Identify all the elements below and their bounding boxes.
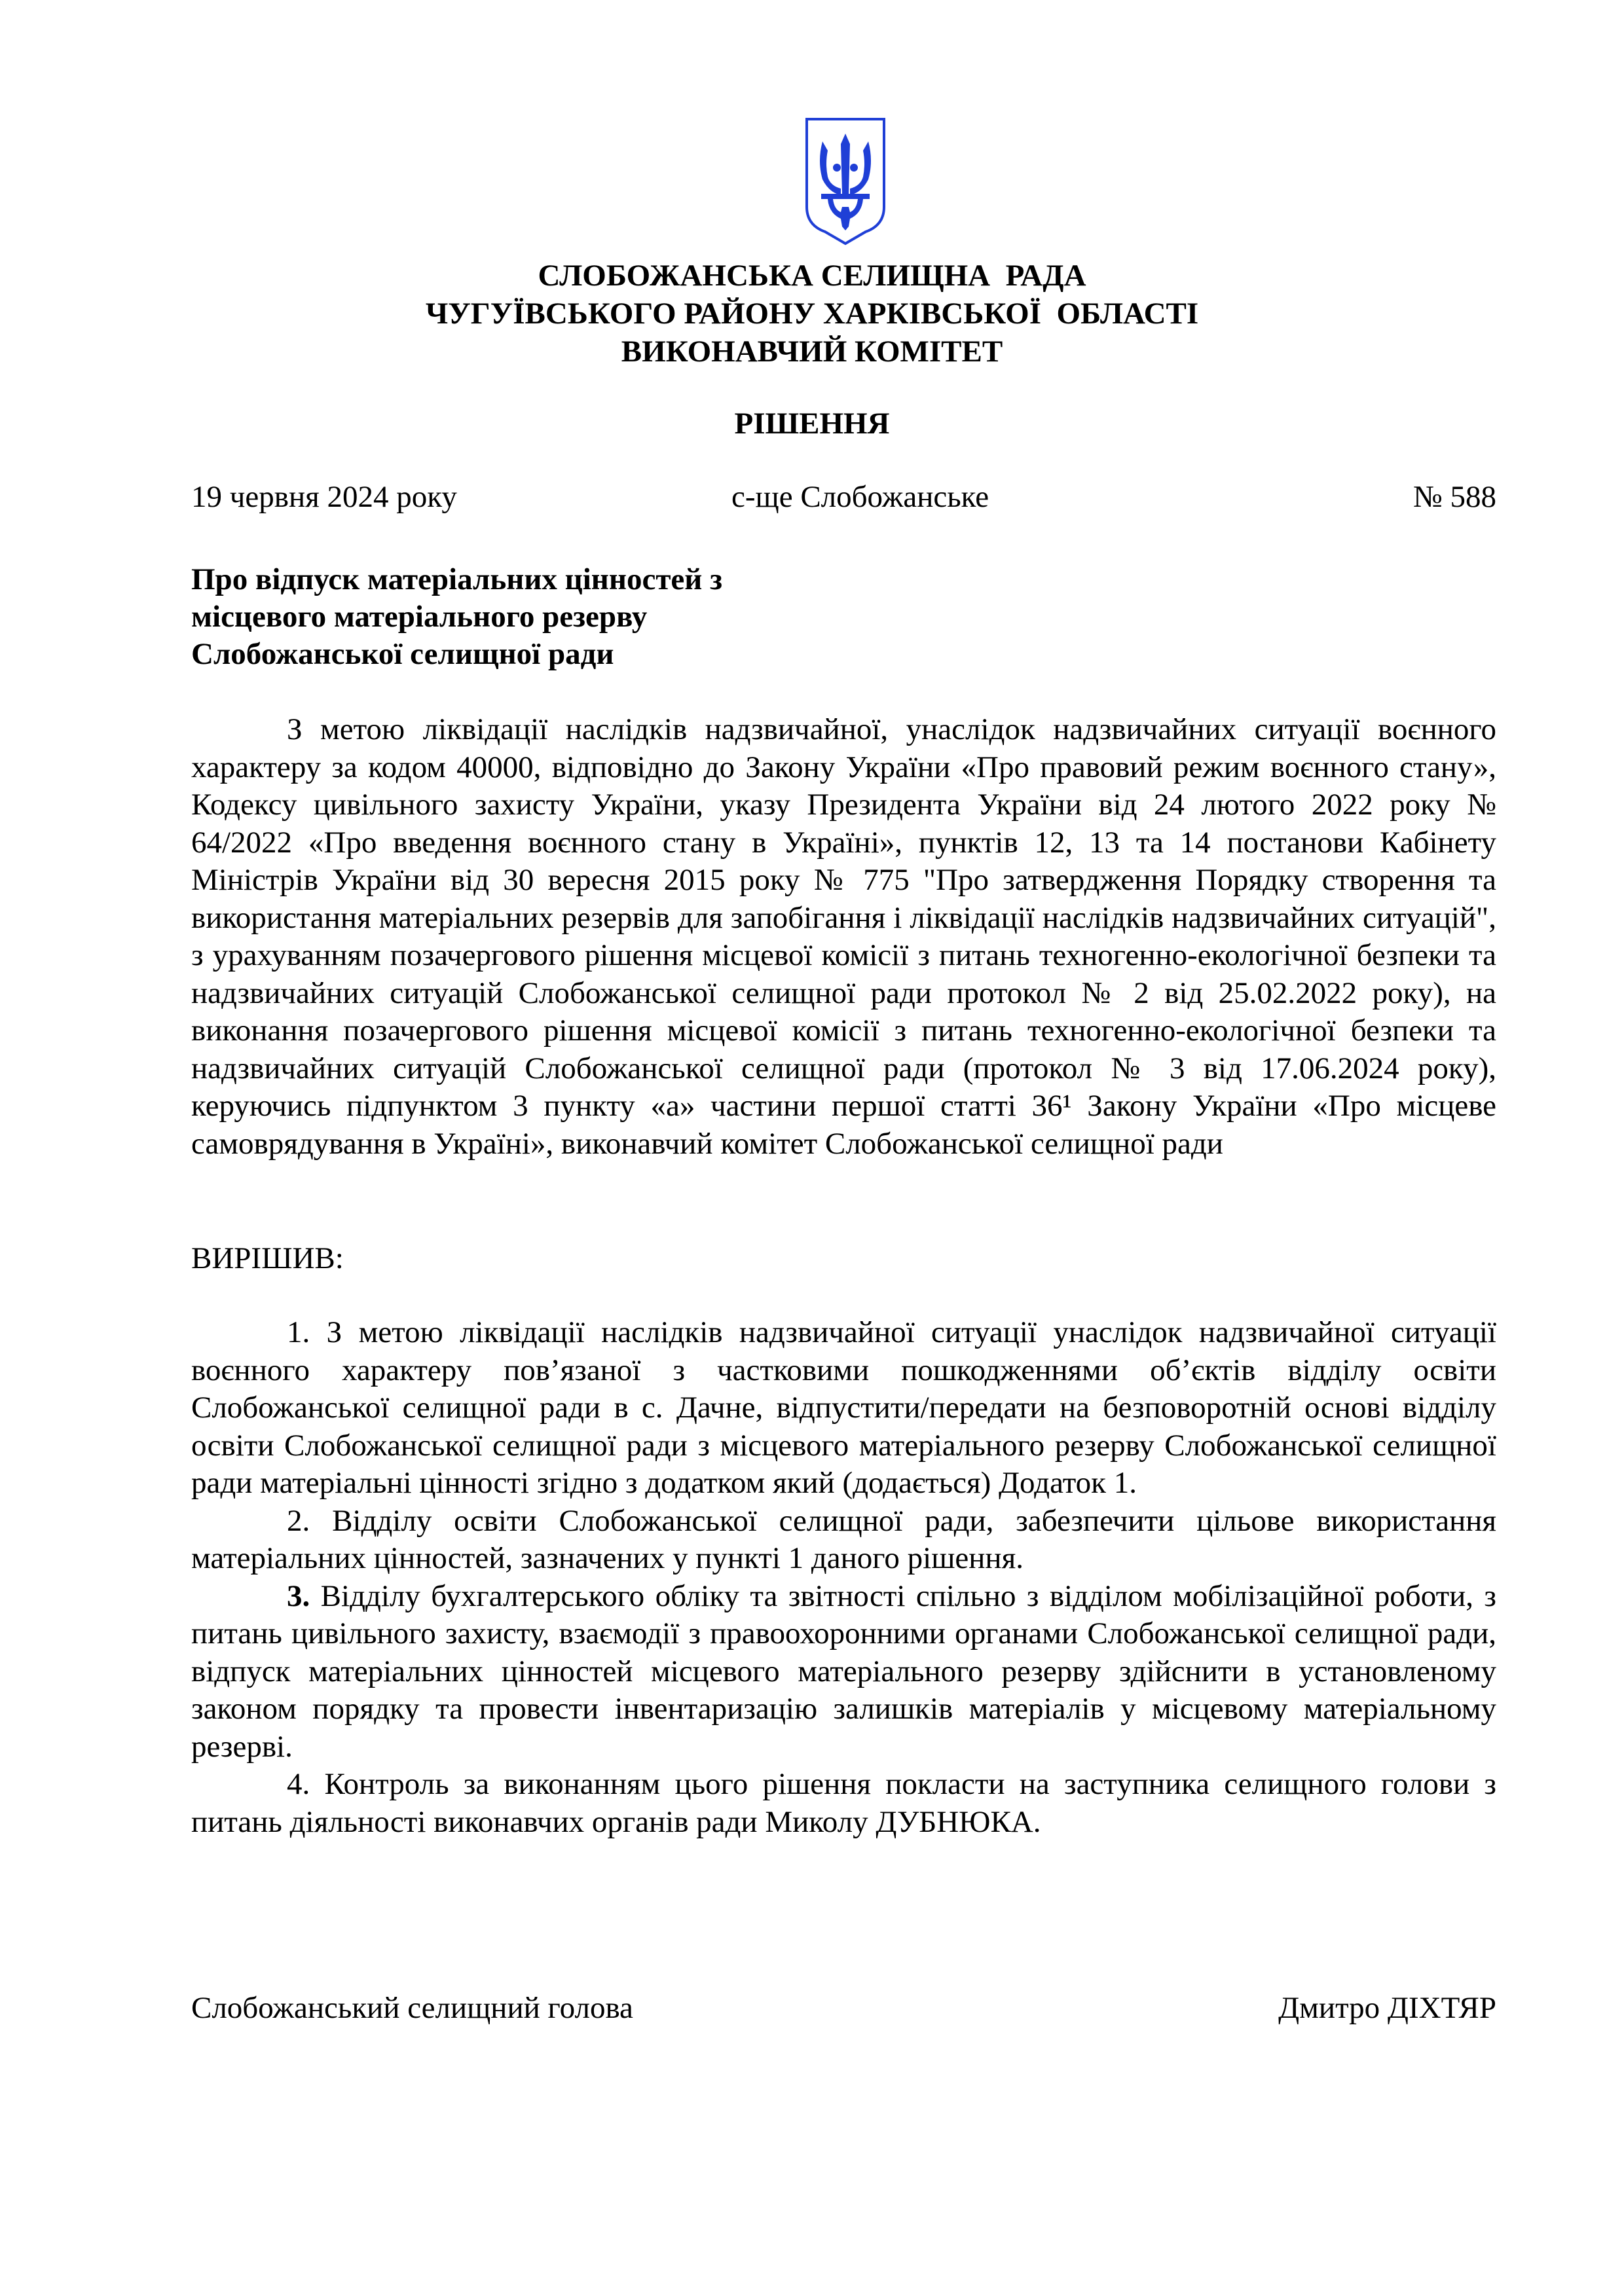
issuing-authority-header	[0, 257, 1624, 371]
preamble-section	[191, 711, 1496, 1163]
subject-line: Слобожанської селищної ради	[191, 637, 614, 671]
document-meta-row	[191, 478, 1496, 516]
subject-line: Про відпуск матеріальних цінностей з	[191, 562, 722, 596]
signatory-position: Слобожанський селищний голова	[191, 1991, 633, 2025]
resolution-item	[191, 1766, 1496, 1841]
signature-block	[191, 1989, 1496, 2027]
resolution-item	[191, 1503, 1496, 1578]
item-text: Контроль за виконанням цього рішення покласти на заступника селищного голови з питань діяльності виконавчих органів ради Миколу ДУБНЮКА.	[191, 1767, 1496, 1839]
item-number: 3.	[287, 1578, 310, 1613]
document-date: 19 червня 2024 року	[191, 480, 457, 514]
item-number: 2.	[287, 1503, 310, 1538]
document-subject	[191, 561, 846, 673]
item-text: Відділу бухгалтерського обліку та звітності спільно з відділом мобілізаційної роботи, з питань цивільного захисту, взаємодії з правоохоронними органами Слобожанської селищної ради, відпуск матеріальних цінностей місцевого матеріального резерву здійснити в установленому законом порядку та провести інвентаризацію залишків матеріалів у місцевому матеріальному резерві.	[191, 1578, 1496, 1764]
subject-line: місцевого матеріального резерву	[191, 600, 648, 634]
header-council-name: СЛОБОЖАНСЬКА СЕЛИЩНА РАДА	[538, 259, 1086, 293]
signatory-name: Дмитро ДІХТЯР	[1278, 1991, 1496, 2025]
item-number: 1.	[287, 1315, 310, 1349]
resolution-item	[191, 1578, 1496, 1766]
resolved-label: ВИРІШИВ:	[191, 1241, 344, 1275]
header-executive-committee: ВИКОНАВЧИЙ КОМІТЕТ	[621, 335, 1003, 369]
document-title: РІШЕННЯ	[734, 407, 890, 441]
item-number: 4.	[287, 1767, 310, 1801]
resolution-item	[191, 1314, 1496, 1503]
resolution-items	[191, 1314, 1496, 1841]
item-text: З метою ліквідації наслідків надзвичайної ситуації унаслідок надзвичайної ситуації воєнного характеру пов’язаної з частковими пошкодженнями об’єктів відділу освіти Слобожанської селищної ради в с. Дачне, відпустити/передати на безповоротній основі відділу освіти Слобожанської селищної ради з місцевого матеріального резерву Слобожанської селищної ради матеріальні цінності згідно з додатком який (додається) Додаток 1.	[191, 1315, 1496, 1500]
document-place: с-ще Слобожанське	[731, 480, 989, 514]
header-district-region: ЧУГУЇВСЬКОГО РАЙОНУ ХАРКІВСЬКОЇ ОБЛАСТІ	[425, 297, 1199, 331]
preamble-paragraph: З метою ліквідації наслідків надзвичайної, унаслідок надзвичайних ситуації воєнного характеру за кодом 40000, відповідно до Закону України «Про правовий режим воєнного стану», Кодексу цивільного захисту України, указу Президента України від 24 лютого 2022 року № 64/2022 «Про введення воєнного стану в Україні», пунктів 12, 13 та 14 постанови Кабінету Міністрів України від 30 вересня 2015 року № 775 "Про затвердження Порядку створення та використання матеріальних резервів для запобігання і ліквідації наслідків надзвичайних ситуацій", з урахуванням позачергового рішення місцевої комісії з питань техногенно-екологічної безпеки та надзвичайних ситуацій Слобожанської селищної ради протокол № 2 від 25.02.2022 року), на виконання позачергового рішення місцевої комісії з питань техногенно-екологічної безпеки та надзвичайних ситуацій Слобожанської селищної ради (протокол № 3 від 17.06.2024 року), керуючись підпунктом 3 пункту «а» частини першої статті 36¹ Закону України «Про місцеве самоврядування в Україні», виконавчий комітет Слобожанської селищної ради	[191, 712, 1496, 1161]
document-number: № 588	[1412, 480, 1496, 514]
item-text: Відділу освіти Слобожанської селищної ради, забезпечити цільове використання матеріальних цінностей, зазначених у пункті 1 даного рішення.	[191, 1503, 1497, 1575]
trident-coat-of-arms-icon	[803, 115, 888, 246]
